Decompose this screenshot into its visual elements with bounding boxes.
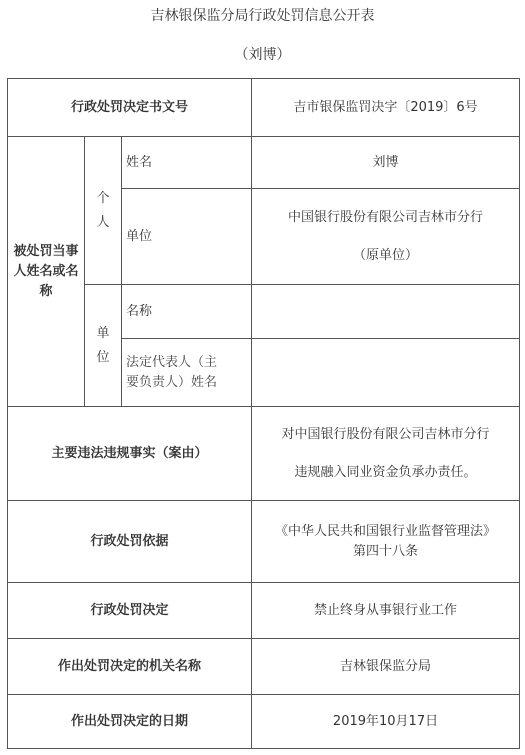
entity-label: [85, 285, 122, 407]
individual-unit-label: 单位: [122, 189, 252, 285]
basis-line1: 《中华人民共和国银行业监督管理法》: [275, 523, 497, 539]
individual-label: [85, 137, 122, 285]
date-label: 作出处罚决定的日期: [8, 695, 252, 749]
row-entity-name: [8, 285, 520, 339]
authority-value: 吉林银保监分局: [252, 639, 520, 695]
row-decision: [8, 583, 520, 639]
entity-name-value: [252, 285, 520, 339]
individual-name-value: 刘博: [252, 137, 520, 189]
individual-unit-line1: 中国银行股份有限公司吉林市分行: [288, 209, 484, 225]
row-individual-name: [8, 137, 520, 189]
individual-unit-line2: （原单位）: [353, 247, 419, 263]
row-date: [8, 695, 520, 749]
individual-label-text: 个人: [96, 190, 110, 230]
authority-label: 作出处罚决定的机关名称: [8, 639, 252, 695]
entity-rep-value: [252, 339, 520, 407]
basis-line2: 第四十八条: [353, 543, 419, 559]
facts-line1: 对中国银行股份有限公司吉林市分行: [281, 426, 490, 442]
entity-rep-label-line1: 法定代表人（主: [126, 354, 218, 370]
basis-label: 行政处罚依据: [8, 501, 252, 583]
row-authority: [8, 639, 520, 695]
decision-value: 禁止终身从事银行业工作: [252, 583, 520, 639]
date-value: 2019年10月17日: [252, 695, 520, 749]
entity-rep-label: [122, 339, 252, 407]
entity-label-text: 单位: [96, 325, 110, 365]
facts-line2: 违规融入同业资金负承办责任。: [294, 464, 477, 480]
individual-unit-value: [252, 189, 520, 285]
decision-number-label: 行政处罚决定书文号: [8, 79, 252, 137]
entity-rep-label-line2: 要负责人）姓名: [126, 374, 218, 390]
row-basis: [8, 501, 520, 583]
individual-name-label: 姓名: [122, 137, 252, 189]
document-title: 吉林银保监分局行政处罚信息公开表: [150, 8, 375, 24]
entity-name-label: 名称: [122, 285, 252, 339]
basis-value: [252, 501, 520, 583]
document-subtitle: （刘博）: [234, 47, 291, 63]
party-label: 被处罚当事人姓名或名称: [8, 137, 85, 407]
row-facts: [8, 407, 520, 501]
facts-value: [252, 407, 520, 501]
penalty-info-table: [7, 78, 520, 749]
decision-number-value: 吉市银保监罚决字〔2019〕6号: [252, 79, 520, 137]
decision-label: 行政处罚决定: [8, 583, 252, 639]
facts-label: 主要违法违规事实（案由）: [8, 407, 252, 501]
row-decision-number: [8, 79, 520, 137]
